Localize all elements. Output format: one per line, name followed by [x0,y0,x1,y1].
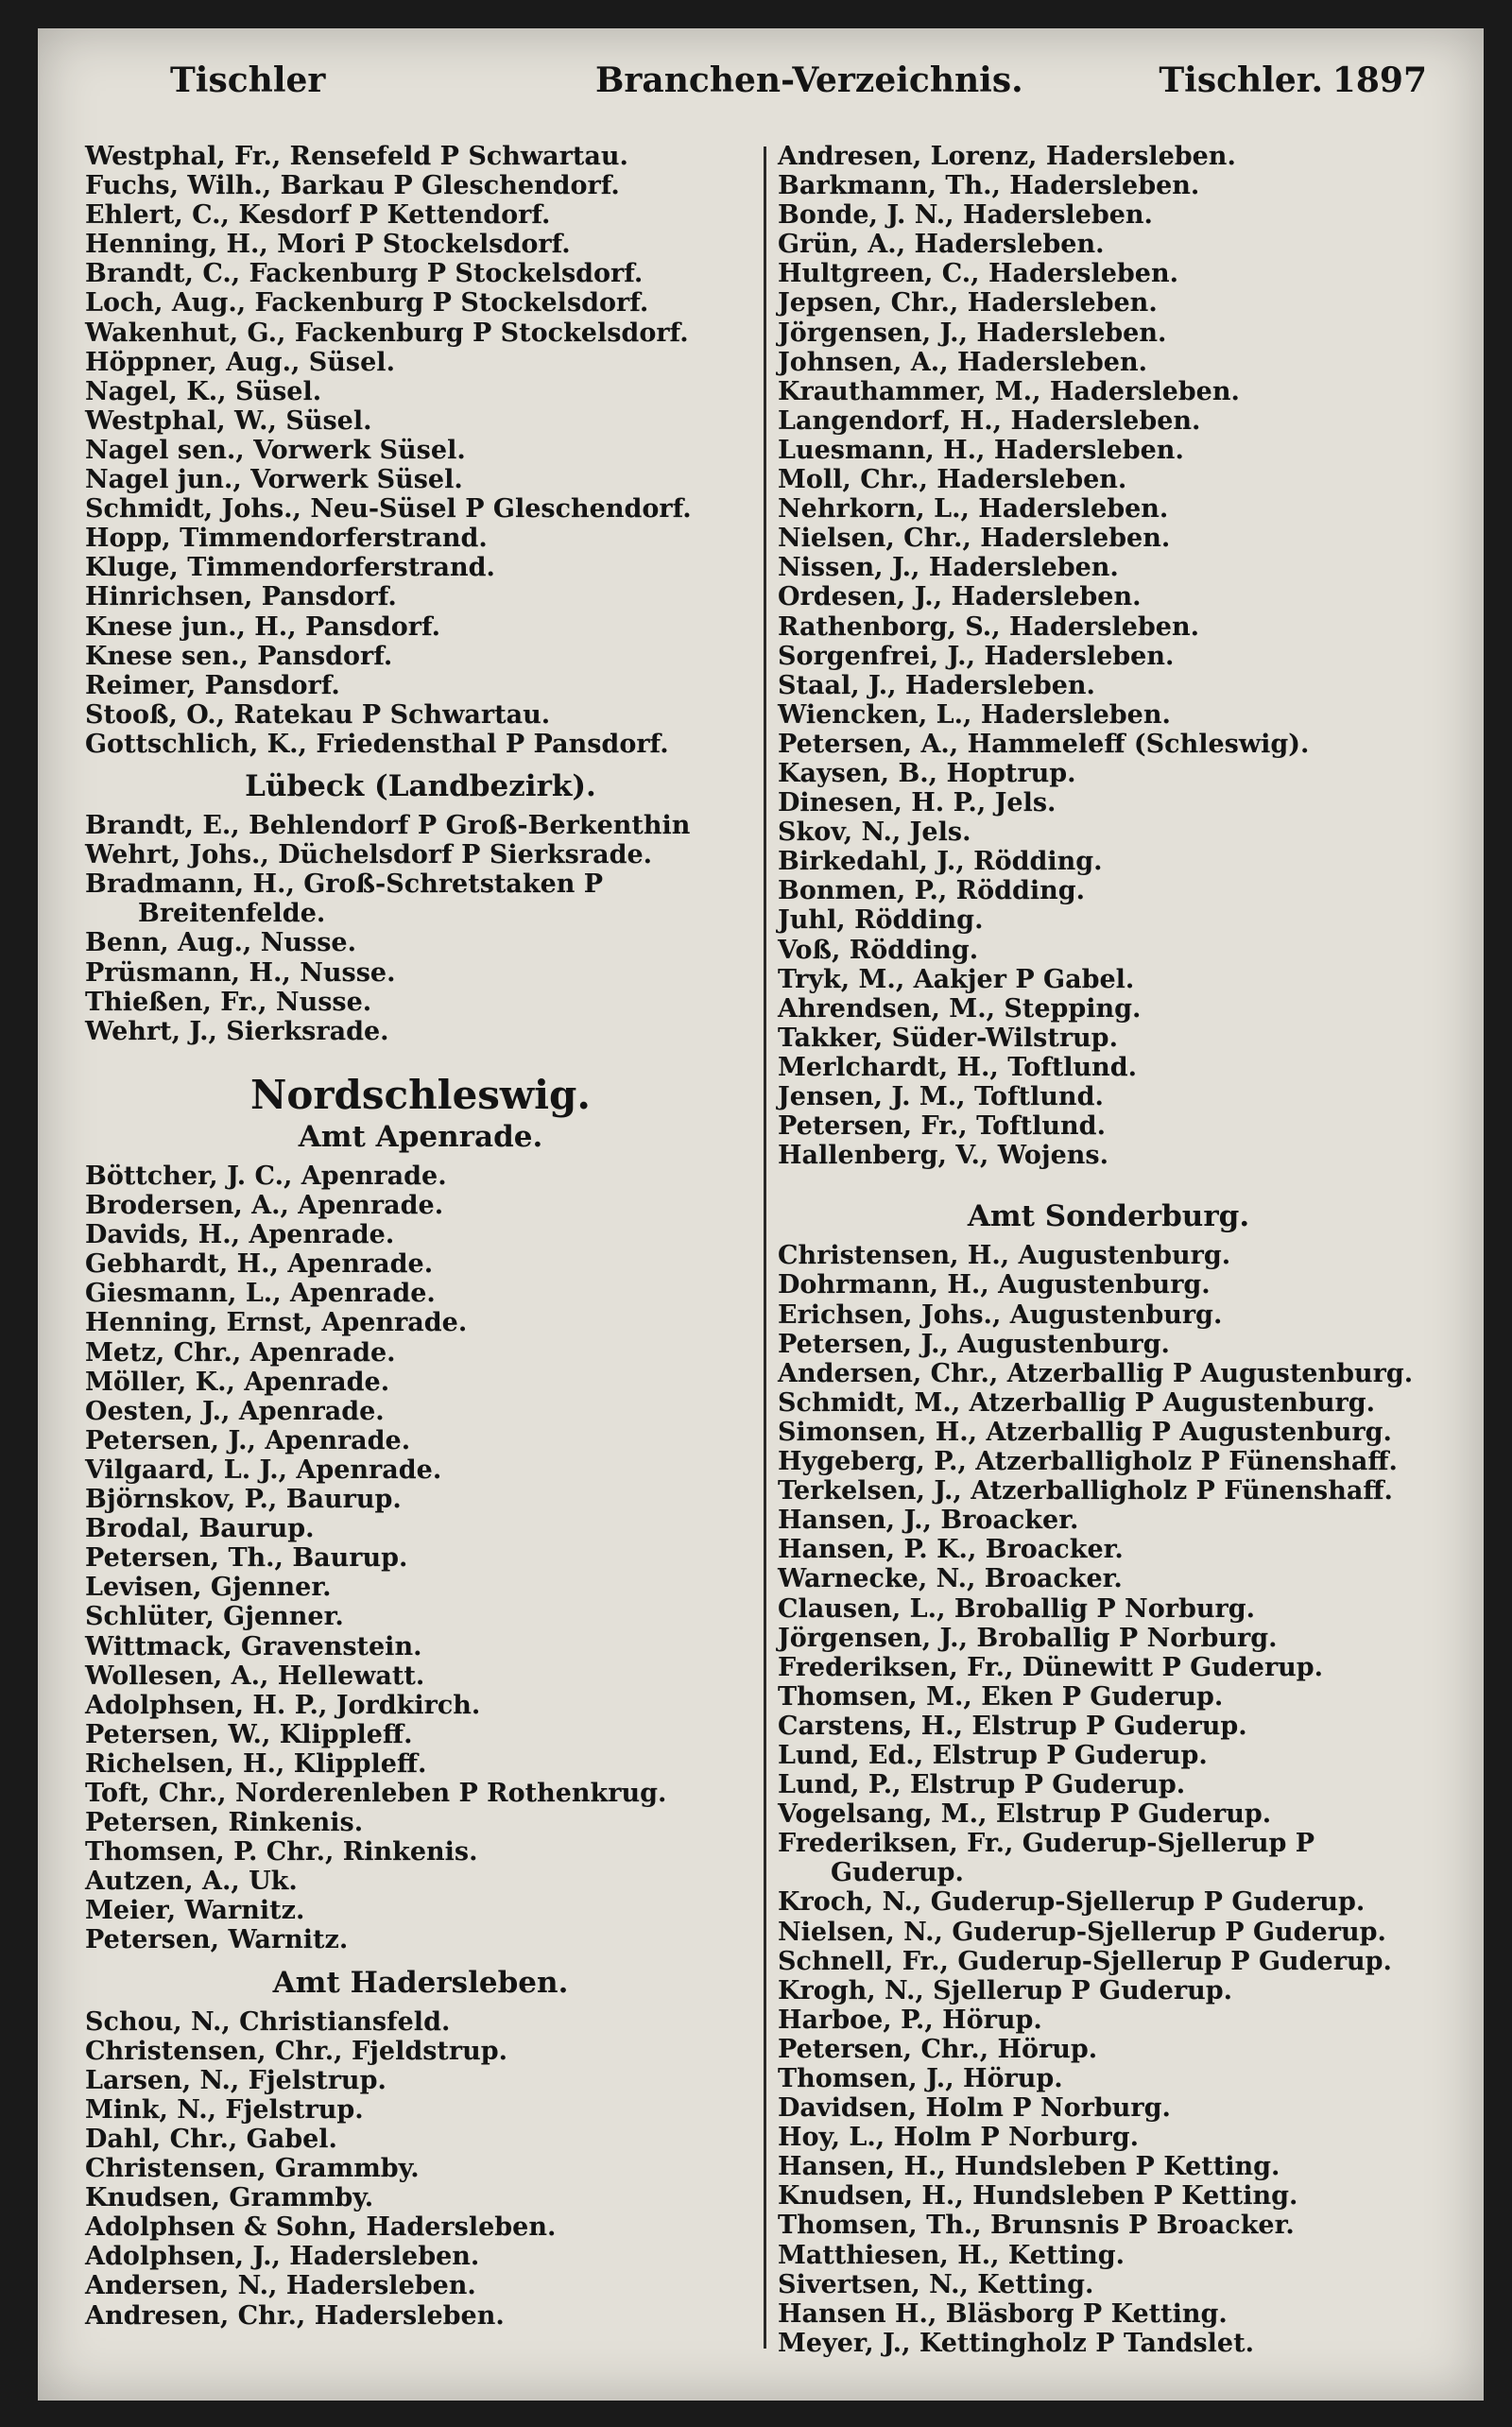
list-item: Wiencken, L., Hadersleben. [778,699,1171,730]
list-item: Höppner, Aug., Süsel. [85,347,395,377]
list-item: Benn, Aug., Nusse. [85,928,357,958]
list-item: Barkmann, Th., Hadersleben. [778,171,1200,201]
list-item: Nehrkorn, L., Hadersleben. [778,494,1169,525]
list-item: Andersen, N., Hadersleben. [85,2271,476,2301]
section-title-hadersleben: Amt Hadersleben. [272,1965,569,2000]
list-item: Juhl, Rödding. [778,905,984,936]
list-item: Jensen, J. M., Toftlund. [778,1082,1104,1111]
list-item: Adolphsen & Sohn, Hadersleben. [85,2212,557,2243]
page-header [170,60,1427,117]
list-item: Petersen, Fr., Toftlund. [778,1111,1106,1142]
section-title-luebeck: Lübeck (Landbezirk). [245,768,596,803]
list-item: Brodersen, A., Apenrade. [85,1191,444,1221]
list-item: Takker, Süder-Wilstrup. [778,1023,1118,1053]
list-item: Tryk, M., Aakjer P Gabel. [778,964,1135,994]
list-item: Knudsen, Grammby. [85,2183,374,2213]
list-item: Gottschlich, K., Friedensthal P Pansdorf. [85,729,669,759]
list-item: Frederiksen, Fr., Dünewitt P Guderup. [778,1652,1324,1682]
list-item: Grün, A., Hadersleben. [778,230,1105,260]
list-item: Larsen, N., Fjelstrup. [85,2065,387,2095]
list-item: Christensen, Grammby. [85,2154,420,2184]
list-item: Ordesen, J., Hadersleben. [778,582,1142,612]
list-item: Metz, Chr., Apenrade. [85,1337,396,1368]
list-item: Wittmack, Gravenstein. [85,1631,422,1661]
list-item: Andresen, Lorenz, Hadersleben. [778,142,1236,171]
list-item: Petersen, J., Apenrade. [85,1425,411,1455]
list-item: Gebhardt, H., Apenrade. [85,1249,434,1280]
list-item: Wollesen, A., Hellewatt. [85,1661,425,1691]
list-sonderburg [778,1241,1439,2358]
list-hadersleben-left [85,2007,756,2331]
list-item: Guderup. [831,1858,964,1888]
list-item: Oesten, J., Apenrade. [85,1396,385,1426]
list-item: Schou, N., Christiansfeld. [85,2006,451,2037]
list-item: Dinesen, H. P., Jels. [778,788,1057,818]
list-item: Knese sen., Pansdorf. [85,641,393,671]
list-item: Meyer, J., Kettingholz P Tandslet. [778,2328,1254,2358]
list-item: Matthiesen, H., Ketting. [778,2240,1125,2270]
list-item: Wehrt, J., Sierksrade. [85,1016,389,1046]
list-item: Bradmann, H., Groß-Schretstaken P [85,869,604,900]
directory-page [38,28,1484,2401]
list-item: Petersen, Rinkenis. [85,1808,364,1838]
list-item: Brandt, C., Fackenburg P Stockelsdorf. [85,259,644,289]
list-item: Hopp, Timmendorferstrand. [85,524,488,554]
list-item: Loch, Aug., Fackenburg P Stockelsdorf. [85,288,649,318]
list-item: Nagel jun., Vorwerk Süsel. [85,465,463,495]
list-item: Simonsen, H., Atzerballig P Augustenburg. [778,1417,1392,1447]
list-item: Nielsen, N., Guderup-Sjellerup P Guderup. [778,1917,1386,1947]
section-title-sonderburg: Amt Sonderburg. [967,1199,1250,1234]
list-item: Adolphsen, J., Hadersleben. [85,2242,480,2272]
list-item: Henning, H., Mori P Stockelsdorf. [85,230,571,260]
list-item: Nagel, K., Süsel. [85,376,322,406]
list-item: Petersen, Chr., Hörup. [778,2034,1098,2064]
list-item: Jörgensen, J., Broballig P Norburg. [778,1623,1278,1653]
list-apenrade [85,1162,756,1955]
list-item: Levisen, Gjenner. [85,1573,332,1603]
list-item: Giesmann, L., Apenrade. [85,1279,436,1309]
list-hadersleben-right [778,142,1439,1170]
list-item: Jörgensen, J., Hadersleben. [778,318,1167,348]
list-item: Lund, Ed., Elstrup P Guderup. [778,1740,1208,1770]
list-item: Nielsen, Chr., Hadersleben. [778,524,1171,554]
list-item: Voß, Rödding. [778,935,979,965]
list-item: Richelsen, H., Klippleff. [85,1748,427,1779]
list-item: Hoy, L., Holm P Norburg. [778,2123,1139,2153]
list-item: Henning, Ernst, Apenrade. [85,1308,468,1338]
list-item: Adolphsen, H. P., Jordkirch. [85,1690,481,1720]
list-item: Bonde, J. N., Hadersleben. [778,200,1153,231]
list-item: Wakenhut, G., Fackenburg P Stockelsdorf. [85,318,689,348]
list-item: Autzen, A., Uk. [85,1867,298,1897]
list-item: Carstens, H., Elstrup P Guderup. [778,1711,1247,1741]
list-item: Petersen, Th., Baurup. [85,1543,408,1574]
list-item: Thomsen, J., Hörup. [778,2064,1063,2093]
list-item: Ehlert, C., Kesdorf P Kettendorf. [85,200,551,231]
list-item: Petersen, Warnitz. [85,1925,349,1955]
list-item: Breitenfelde. [138,899,326,929]
list-item: Davids, H., Apenrade. [85,1220,395,1250]
list-item: Warnecke, N., Broacker. [778,1564,1123,1594]
section-title-apenrade: Amt Apenrade. [298,1119,543,1154]
list-item: Lund, P., Elstrup P Guderup. [778,1770,1186,1800]
list-item: Vogelsang, M., Elstrup P Guderup. [778,1799,1272,1830]
list-item: Thomsen, M., Eken P Guderup. [778,1681,1224,1712]
list-item: Christensen, Chr., Fjeldstrup. [85,2036,508,2066]
list-item: Mink, N., Fjelstrup. [85,2094,364,2125]
list-item: Hansen, H., Hundsleben P Ketting. [778,2152,1280,2182]
list-item: Merlchardt, H., Toftlund. [778,1052,1138,1082]
list-item: Hansen, P. K., Broacker. [778,1535,1124,1565]
list-item: Petersen, J., Augustenburg. [778,1329,1170,1359]
page-number: 1897 [1332,60,1427,100]
list-item: Clausen, L., Broballig P Norburg. [778,1593,1255,1624]
column-divider [764,146,766,2349]
list-item: Kaysen, B., Hoptrup. [778,758,1076,788]
list-item: Schmidt, Johs., Neu-Süsel P Gleschendorf. [85,494,692,525]
list-item: Knudsen, H., Hundsleben P Ketting. [778,2181,1298,2212]
list-left-top [85,142,756,759]
list-item: Stooß, O., Ratekau P Schwartau. [85,699,551,730]
list-item: Thomsen, Th., Brunsnis P Broacker. [778,2211,1295,2241]
list-item: Sorgenfrei, J., Hadersleben. [778,641,1175,671]
list-item: Moll, Chr., Hadersleben. [778,465,1127,495]
list-item: Dahl, Chr., Gabel. [85,2125,337,2154]
list-item: Meier, Warnitz. [85,1896,305,1926]
list-item: Johnsen, A., Hadersleben. [778,347,1148,377]
list-item: Schmidt, M., Atzerballig P Augustenburg. [778,1387,1376,1418]
list-luebeck [85,811,756,1046]
list-item: Krogh, N., Sjellerup P Guderup. [778,1975,1233,2005]
list-item: Erichsen, Johs., Augustenburg. [778,1300,1223,1330]
list-item: Brandt, E., Behlendorf P Groß-Berkenthin [85,811,691,841]
list-item: Kroch, N., Guderup-Sjellerup P Guderup. [778,1887,1366,1918]
list-item: Davidsen, Holm P Norburg. [778,2093,1171,2124]
list-item: Skov, N., Jels. [778,818,971,848]
list-item: Nissen, J., Hadersleben. [778,553,1119,583]
list-item: Hygeberg, P., Atzerballigholz P Fünenshaff. [778,1447,1398,1477]
list-item: Westphal, Fr., Rensefeld P Schwartau. [85,142,628,171]
list-item: Björnskov, P., Baurup. [85,1485,402,1515]
list-item: Jepsen, Chr., Hadersleben. [778,288,1158,318]
list-item: Hallenberg, V., Wojens. [778,1141,1109,1171]
list-item: Nagel sen., Vorwerk Süsel. [85,435,466,465]
list-item: Krauthammer, M., Hadersleben. [778,376,1240,406]
list-item: Luesmann, H., Hadersleben. [778,435,1184,465]
list-item: Hinrichsen, Pansdorf. [85,582,397,612]
list-item: Hansen H., Bläsborg P Ketting. [778,2298,1228,2329]
list-item: Schlüter, Gjenner. [85,1602,344,1632]
list-item: Langendorf, H., Hadersleben. [778,405,1201,436]
right-column [778,142,1439,2358]
list-item: Möller, K., Apenrade. [85,1367,390,1397]
list-item: Fuchs, Wilh., Barkau P Gleschendorf. [85,171,620,201]
list-item: Andresen, Chr., Hadersleben. [85,2300,505,2331]
region-title: Nordschleswig. [249,1071,592,1118]
list-item: Toft, Chr., Norderenleben P Rothenkrug. [85,1778,667,1808]
list-item: Kluge, Timmendorferstrand. [85,553,495,583]
list-item: Westphal, W., Süsel. [85,405,372,436]
list-item: Böttcher, J. C., Apenrade. [85,1162,447,1191]
list-item: Thomsen, P. Chr., Rinkenis. [85,1837,478,1868]
list-item: Ahrendsen, M., Stepping. [778,993,1142,1024]
header-left: Tischler [170,60,326,100]
list-item: Dohrmann, H., Augustenburg. [778,1270,1211,1300]
list-item: Brodal, Baurup. [85,1514,315,1544]
list-item: Prüsmann, H., Nusse. [85,957,396,988]
list-item: Christensen, H., Augustenburg. [778,1241,1231,1271]
list-item: Hansen, J., Broacker. [778,1506,1079,1536]
list-item: Thießen, Fr., Nusse. [85,987,372,1017]
list-item: Birkedahl, J., Rödding. [778,847,1103,877]
list-item: Harboe, P., Hörup. [778,2005,1042,2035]
list-item: Petersen, W., Klippleff. [85,1719,413,1749]
list-item: Hultgreen, C., Hadersleben. [778,259,1178,289]
list-item: Andersen, Chr., Atzerballig P Augustenburg. [778,1358,1414,1388]
list-item: Bonmen, P., Rödding. [778,876,1086,906]
list-item: Sivertsen, N., Ketting. [778,2269,1094,2299]
list-item: Reimer, Pansdorf. [85,670,340,700]
list-item: Rathenborg, S., Hadersleben. [778,611,1200,642]
list-item: Knese jun., H., Pansdorf. [85,611,441,642]
left-column [85,142,756,2331]
list-item: Frederiksen, Fr., Guderup-Sjellerup P [778,1829,1315,1859]
list-item: Schnell, Fr., Guderup-Sjellerup P Guderup. [778,1946,1392,1976]
list-item: Terkelsen, J., Atzerballigholz P Fünenshaff. [778,1476,1393,1506]
list-item: Wehrt, Johs., Düchelsdorf P Sierksrade. [85,840,653,870]
list-item: Petersen, A., Hammeleff (Schleswig). [778,729,1310,759]
list-item: Vilgaard, L. J., Apenrade. [85,1454,442,1485]
list-item: Staal, J., Hadersleben. [778,670,1095,700]
header-center: Branchen-Verzeichnis. [595,60,1023,100]
header-right: Tischler. [1159,60,1323,100]
